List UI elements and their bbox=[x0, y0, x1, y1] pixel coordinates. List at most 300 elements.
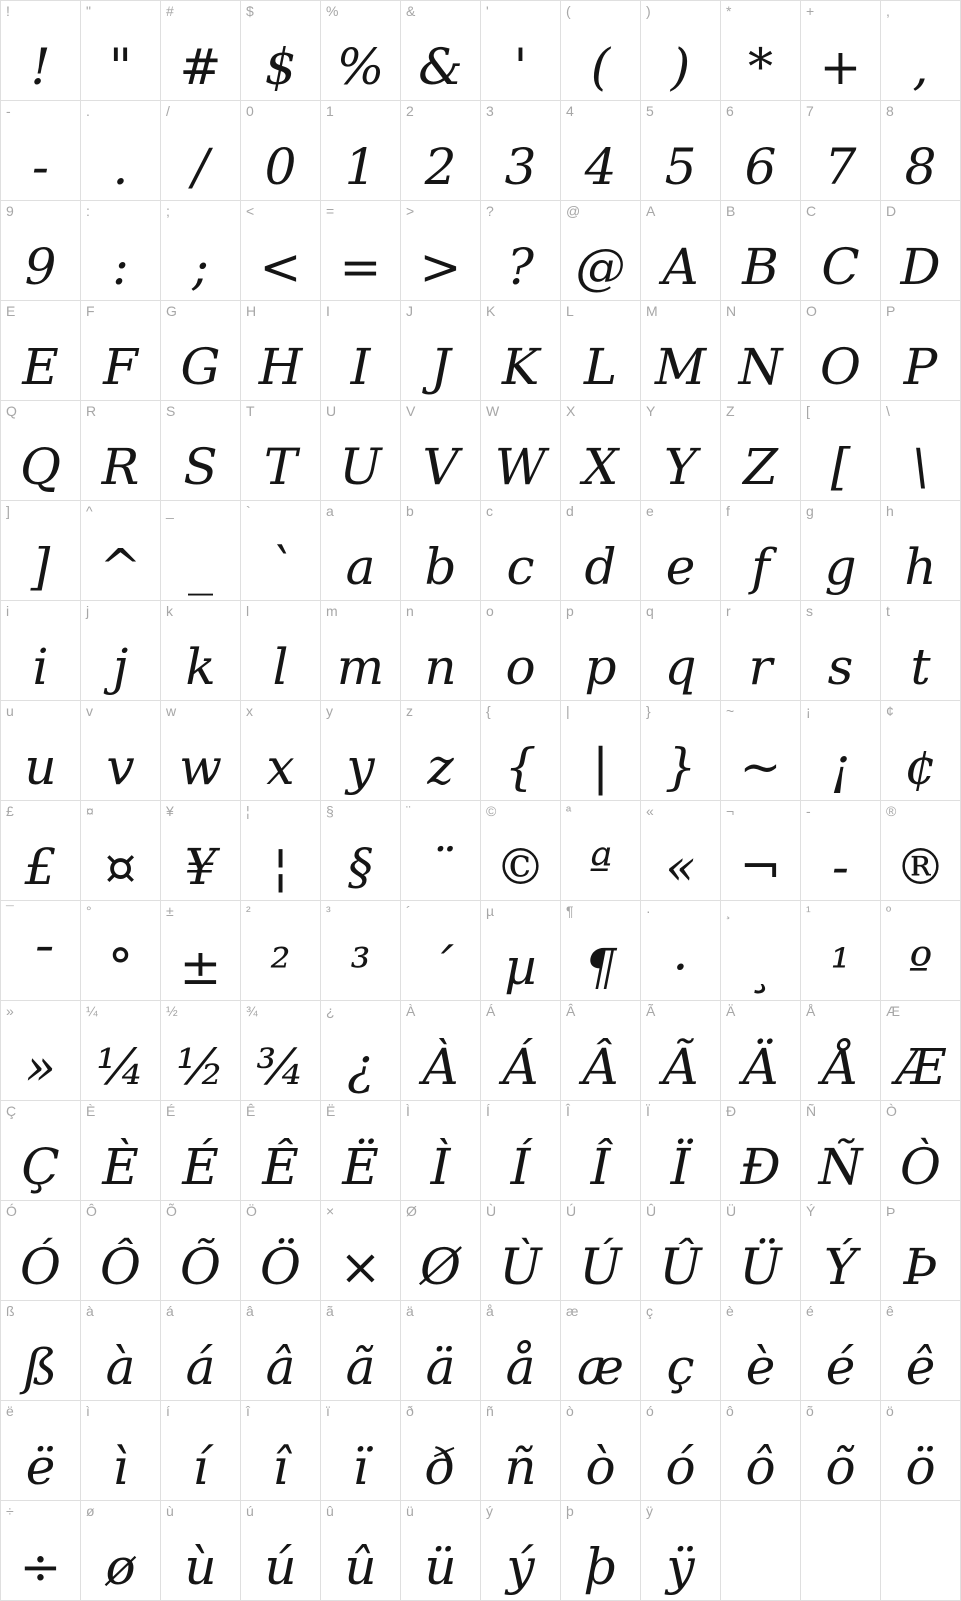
glyph-cell bbox=[641, 501, 721, 601]
character-code-label: « bbox=[646, 803, 654, 819]
character-code-label: l bbox=[246, 603, 250, 619]
glyph-cell bbox=[561, 901, 641, 1001]
character-glyph-preview: ñ bbox=[504, 1438, 537, 1496]
glyph-cell bbox=[641, 701, 721, 801]
character-code-label: & bbox=[406, 3, 416, 19]
character-code-label: ý bbox=[486, 1503, 493, 1519]
glyph-cell bbox=[401, 1401, 481, 1501]
glyph-cell bbox=[481, 1501, 561, 1601]
character-glyph-preview: o bbox=[505, 638, 536, 696]
character-code-label: E bbox=[6, 303, 16, 319]
character-glyph-preview: ý bbox=[506, 1538, 535, 1596]
character-glyph-preview: Ñ bbox=[818, 1138, 863, 1196]
character-code-label: Í bbox=[486, 1103, 490, 1119]
character-code-label: Ë bbox=[326, 1103, 336, 1119]
character-glyph-preview: t bbox=[910, 638, 931, 696]
character-code-label: - bbox=[6, 103, 11, 119]
character-code-label: À bbox=[406, 1003, 416, 1019]
glyph-cell bbox=[801, 201, 881, 301]
character-code-label: e bbox=[646, 503, 654, 519]
glyph-cell bbox=[561, 101, 641, 201]
character-glyph-preview: É bbox=[182, 1138, 219, 1196]
character-code-label: Ô bbox=[86, 1203, 97, 1219]
character-code-label: ! bbox=[6, 3, 10, 19]
glyph-cell bbox=[801, 401, 881, 501]
character-glyph-preview: ¯ bbox=[28, 938, 53, 996]
character-glyph-preview: ¼ bbox=[96, 1038, 145, 1096]
character-code-label: [ bbox=[806, 403, 810, 419]
character-code-label: æ bbox=[566, 1303, 579, 1319]
character-glyph-preview: Â bbox=[582, 1038, 619, 1096]
character-code-label: u bbox=[6, 703, 14, 719]
character-code-label: 7 bbox=[806, 103, 814, 119]
character-code-label: ¾ bbox=[246, 1003, 258, 1019]
glyph-cell bbox=[721, 801, 801, 901]
character-code-label: Ð bbox=[726, 1103, 737, 1119]
glyph-cell bbox=[161, 201, 241, 301]
character-glyph-preview: ü bbox=[424, 1538, 457, 1596]
character-glyph-preview: û bbox=[344, 1538, 377, 1596]
character-code-label: 1 bbox=[326, 103, 334, 119]
character-code-label: H bbox=[246, 303, 257, 319]
character-code-label: S bbox=[166, 403, 176, 419]
character-code-label: Z bbox=[726, 403, 735, 419]
character-glyph-preview: h bbox=[904, 538, 937, 596]
character-glyph-preview: ^ bbox=[99, 538, 142, 596]
glyph-cell bbox=[801, 1001, 881, 1101]
character-code-label: V bbox=[406, 403, 416, 419]
character-code-label: $ bbox=[246, 3, 254, 19]
glyph-cell bbox=[81, 1, 161, 101]
glyph-cell bbox=[881, 1001, 961, 1101]
glyph-cell bbox=[561, 301, 641, 401]
character-glyph-preview: Í bbox=[510, 1138, 531, 1196]
character-code-label: Ò bbox=[886, 1103, 897, 1119]
character-code-label: @ bbox=[566, 203, 581, 219]
character-glyph-preview: ` bbox=[268, 538, 293, 596]
glyph-cell bbox=[801, 1501, 881, 1601]
glyph-cell bbox=[241, 201, 321, 301]
character-glyph-preview: u bbox=[24, 738, 57, 796]
character-glyph-preview: ç bbox=[666, 1338, 695, 1396]
character-glyph-preview: Ø bbox=[420, 1238, 461, 1296]
character-code-label: ï bbox=[326, 1403, 330, 1419]
glyph-cell bbox=[481, 601, 561, 701]
glyph-cell bbox=[321, 1401, 401, 1501]
character-code-label: i bbox=[6, 603, 10, 619]
character-glyph-preview: W bbox=[494, 438, 547, 496]
character-glyph-preview: ® bbox=[895, 838, 946, 896]
glyph-cell bbox=[161, 601, 241, 701]
character-glyph-preview: H bbox=[258, 338, 303, 396]
character-code-label: : bbox=[86, 203, 90, 219]
character-code-label: Â bbox=[566, 1003, 576, 1019]
character-glyph-preview: ! bbox=[30, 38, 51, 96]
character-glyph-preview: ï bbox=[352, 1438, 369, 1496]
glyph-cell bbox=[1, 901, 81, 1001]
glyph-cell bbox=[801, 1401, 881, 1501]
glyph-cell bbox=[321, 1301, 401, 1401]
character-glyph-preview: x bbox=[266, 738, 295, 796]
character-glyph-preview: º bbox=[908, 938, 933, 996]
character-glyph-preview: è bbox=[745, 1338, 776, 1396]
character-code-label: L bbox=[566, 303, 574, 319]
glyph-cell bbox=[321, 301, 401, 401]
character-glyph-preview: ¨ bbox=[428, 838, 453, 896]
character-glyph-preview: - bbox=[832, 838, 849, 896]
glyph-cell bbox=[401, 1501, 481, 1601]
character-glyph-preview: = bbox=[339, 238, 382, 296]
character-code-label: Ê bbox=[246, 1103, 256, 1119]
character-code-label: . bbox=[86, 103, 90, 119]
character-code-label: b bbox=[406, 503, 414, 519]
character-glyph-preview: + bbox=[819, 38, 862, 96]
character-glyph-preview: j bbox=[112, 638, 129, 696]
glyph-cell bbox=[1, 201, 81, 301]
character-glyph-preview: ± bbox=[179, 938, 222, 996]
character-code-label: Ù bbox=[486, 1203, 497, 1219]
character-glyph-preview: s bbox=[827, 638, 854, 696]
character-glyph-preview: v bbox=[106, 738, 135, 796]
character-code-label: ( bbox=[566, 3, 571, 19]
character-glyph-preview: F bbox=[103, 338, 138, 396]
character-code-label: þ bbox=[566, 1503, 574, 1519]
character-code-label: ú bbox=[246, 1503, 254, 1519]
character-code-label: ¦ bbox=[246, 803, 250, 819]
character-code-label: ¿ bbox=[326, 1003, 335, 1019]
character-glyph-preview: ¢ bbox=[904, 738, 937, 796]
character-code-label: = bbox=[326, 203, 335, 219]
character-code-label: ± bbox=[166, 903, 174, 919]
glyph-cell bbox=[561, 1001, 641, 1101]
glyph-cell bbox=[801, 701, 881, 801]
character-glyph-preview: ù bbox=[184, 1538, 217, 1596]
character-glyph-preview: ¾ bbox=[256, 1038, 305, 1096]
character-glyph-preview: á bbox=[185, 1338, 216, 1396]
glyph-cell bbox=[881, 401, 961, 501]
character-glyph-preview: _ bbox=[188, 538, 213, 596]
character-glyph-preview: r bbox=[748, 638, 773, 696]
glyph-cell bbox=[481, 1001, 561, 1101]
glyph-cell bbox=[81, 501, 161, 601]
character-code-label: © bbox=[486, 803, 497, 819]
character-code-label: è bbox=[726, 1303, 734, 1319]
character-glyph-preview: ä bbox=[425, 1338, 456, 1396]
glyph-cell bbox=[481, 1301, 561, 1401]
glyph-cell bbox=[241, 901, 321, 1001]
character-glyph-preview: Á bbox=[502, 1038, 539, 1096]
character-glyph-preview: & bbox=[418, 38, 463, 96]
character-glyph-preview: : bbox=[112, 238, 129, 296]
glyph-cell bbox=[801, 101, 881, 201]
glyph-cell bbox=[641, 801, 721, 901]
character-code-label: 8 bbox=[886, 103, 894, 119]
glyph-cell bbox=[481, 501, 561, 601]
character-glyph-preview: ¿ bbox=[347, 1038, 374, 1096]
character-code-label: 2 bbox=[406, 103, 414, 119]
glyph-cell bbox=[801, 601, 881, 701]
character-code-label: Ý bbox=[806, 1203, 816, 1219]
glyph-cell bbox=[241, 501, 321, 601]
glyph-cell bbox=[561, 1401, 641, 1501]
glyph-cell bbox=[161, 1101, 241, 1201]
glyph-cell bbox=[81, 1401, 161, 1501]
glyph-cell bbox=[81, 1001, 161, 1101]
character-glyph-preview: i bbox=[32, 638, 49, 696]
character-code-label: Ñ bbox=[806, 1103, 817, 1119]
character-code-label: ] bbox=[6, 503, 10, 519]
character-glyph-preview: J bbox=[430, 338, 451, 396]
glyph-cell bbox=[241, 1301, 321, 1401]
character-code-label: · bbox=[646, 903, 651, 919]
glyph-cell bbox=[241, 1401, 321, 1501]
character-glyph-preview: ¬ bbox=[739, 838, 782, 896]
character-code-label: ¥ bbox=[166, 803, 174, 819]
character-glyph-preview: Y bbox=[663, 438, 697, 496]
glyph-cell bbox=[881, 1201, 961, 1301]
glyph-cell bbox=[561, 801, 641, 901]
glyph-cell bbox=[481, 1201, 561, 1301]
glyph-cell bbox=[321, 1201, 401, 1301]
character-glyph-preview: ó bbox=[665, 1438, 696, 1496]
character-glyph-preview: ; bbox=[192, 238, 209, 296]
character-code-label: ç bbox=[646, 1303, 653, 1319]
glyph-cell bbox=[161, 1, 241, 101]
character-glyph-preview: l bbox=[272, 638, 289, 696]
character-glyph-preview: © bbox=[495, 838, 546, 896]
character-glyph-preview: e bbox=[665, 538, 696, 596]
glyph-cell bbox=[481, 1, 561, 101]
glyph-cell bbox=[801, 901, 881, 1001]
character-code-label: y bbox=[326, 703, 333, 719]
character-code-label: Ä bbox=[726, 1003, 736, 1019]
character-glyph-preview: " bbox=[109, 38, 132, 96]
character-code-label: ? bbox=[486, 203, 494, 219]
character-code-label: 6 bbox=[726, 103, 734, 119]
glyph-cell bbox=[1, 1101, 81, 1201]
character-glyph-preview: C bbox=[821, 238, 860, 296]
glyph-cell bbox=[481, 1401, 561, 1501]
character-code-label: 9 bbox=[6, 203, 14, 219]
character-code-label: ¶ bbox=[566, 903, 574, 919]
character-code-label: o bbox=[486, 603, 494, 619]
glyph-cell bbox=[1, 401, 81, 501]
glyph-cell bbox=[161, 1501, 241, 1601]
glyph-cell bbox=[401, 801, 481, 901]
character-glyph-preview: ² bbox=[270, 938, 291, 996]
character-code-label: û bbox=[326, 1503, 334, 1519]
character-code-label: , bbox=[886, 3, 890, 19]
glyph-cell bbox=[881, 1501, 961, 1601]
glyph-cell bbox=[641, 1101, 721, 1201]
character-code-label: Æ bbox=[886, 1003, 900, 1019]
character-code-label: ® bbox=[886, 803, 897, 819]
glyph-cell bbox=[801, 1301, 881, 1401]
character-glyph-preview: @ bbox=[575, 238, 626, 296]
glyph-cell bbox=[881, 201, 961, 301]
glyph-cell bbox=[641, 1, 721, 101]
character-code-label: p bbox=[566, 603, 574, 619]
character-glyph-preview: b bbox=[424, 538, 457, 596]
character-glyph-preview: 0 bbox=[264, 138, 297, 196]
glyph-cell bbox=[721, 101, 801, 201]
glyph-cell bbox=[641, 401, 721, 501]
glyph-cell bbox=[161, 1201, 241, 1301]
glyph-cell bbox=[321, 601, 401, 701]
glyph-cell bbox=[401, 101, 481, 201]
glyph-cell bbox=[881, 301, 961, 401]
character-code-label: G bbox=[166, 303, 177, 319]
glyph-cell bbox=[561, 201, 641, 301]
glyph-cell bbox=[241, 301, 321, 401]
glyph-cell bbox=[1, 701, 81, 801]
character-code-label: } bbox=[646, 703, 651, 719]
character-glyph-preview: q bbox=[664, 638, 697, 696]
character-code-label: f bbox=[726, 503, 730, 519]
character-code-label: F bbox=[86, 303, 95, 319]
glyph-cell bbox=[321, 701, 401, 801]
glyph-cell bbox=[721, 1501, 801, 1601]
character-code-label: P bbox=[886, 303, 896, 319]
character-code-label: g bbox=[806, 503, 814, 519]
character-code-label: t bbox=[886, 603, 890, 619]
character-glyph-preview: Ü bbox=[739, 1238, 782, 1296]
character-glyph-preview: ¸ bbox=[748, 938, 773, 996]
glyph-cell bbox=[1, 1301, 81, 1401]
character-glyph-preview: Ò bbox=[900, 1138, 941, 1196]
glyph-cell bbox=[81, 1101, 161, 1201]
glyph-cell bbox=[81, 901, 161, 1001]
character-code-label: ¨ bbox=[406, 803, 411, 819]
character-code-label: ô bbox=[726, 1403, 734, 1419]
character-glyph-preview: R bbox=[101, 438, 140, 496]
character-glyph-preview: S bbox=[183, 438, 218, 496]
glyph-cell bbox=[641, 301, 721, 401]
character-code-label: Y bbox=[646, 403, 656, 419]
character-code-label: w bbox=[166, 703, 177, 719]
glyph-cell bbox=[81, 1201, 161, 1301]
character-glyph-preview: Ù bbox=[499, 1238, 542, 1296]
character-code-label: Ü bbox=[726, 1203, 737, 1219]
glyph-cell bbox=[401, 1201, 481, 1301]
glyph-cell bbox=[881, 901, 961, 1001]
character-glyph-preview: ~ bbox=[739, 738, 782, 796]
character-glyph-preview: ¡ bbox=[830, 738, 851, 796]
character-glyph-preview: £ bbox=[24, 838, 57, 896]
character-glyph-preview: ( bbox=[590, 38, 611, 96]
character-code-label: r bbox=[726, 603, 731, 619]
glyph-cell bbox=[1, 301, 81, 401]
character-code-label: ø bbox=[86, 1503, 95, 1519]
glyph-cell bbox=[721, 1101, 801, 1201]
character-glyph-preview: ã bbox=[345, 1338, 376, 1396]
character-glyph-preview: # bbox=[179, 38, 222, 96]
glyph-cell bbox=[321, 1501, 401, 1601]
glyph-cell bbox=[801, 1201, 881, 1301]
character-code-label: ê bbox=[886, 1303, 894, 1319]
glyph-cell bbox=[401, 501, 481, 601]
character-code-label: ¼ bbox=[86, 1003, 98, 1019]
glyph-cell bbox=[321, 1, 401, 101]
character-glyph-preview: æ bbox=[577, 1338, 624, 1396]
character-glyph-preview: ÿ bbox=[666, 1538, 695, 1596]
character-glyph-preview: L bbox=[583, 338, 618, 396]
character-glyph-preview: [ bbox=[830, 438, 851, 496]
glyph-cell bbox=[401, 301, 481, 401]
character-code-label: ; bbox=[166, 203, 170, 219]
character-code-label: T bbox=[246, 403, 255, 419]
glyph-cell bbox=[241, 801, 321, 901]
character-code-label: W bbox=[486, 403, 500, 419]
character-code-label: ¸ bbox=[726, 903, 731, 919]
character-code-label: ó bbox=[646, 1403, 654, 1419]
character-code-label: ¢ bbox=[886, 703, 894, 719]
character-glyph-preview: ú bbox=[264, 1538, 297, 1596]
glyph-cell bbox=[481, 1101, 561, 1201]
character-code-label: ³ bbox=[326, 903, 331, 919]
character-code-label: h bbox=[886, 503, 894, 519]
glyph-cell bbox=[561, 1, 641, 101]
character-glyph-preview: ö bbox=[905, 1438, 936, 1496]
character-glyph-preview: p bbox=[584, 638, 617, 696]
glyph-cell bbox=[161, 1001, 241, 1101]
character-code-label: / bbox=[166, 103, 170, 119]
glyph-cell bbox=[721, 201, 801, 301]
character-code-label: Ó bbox=[6, 1203, 17, 1219]
character-glyph-preview: V bbox=[422, 438, 459, 496]
glyph-cell bbox=[801, 1, 881, 101]
glyph-cell bbox=[81, 1301, 161, 1401]
character-glyph-preview: , bbox=[912, 38, 929, 96]
character-code-label: 3 bbox=[486, 103, 494, 119]
character-code-label: U bbox=[326, 403, 337, 419]
character-glyph-preview: G bbox=[180, 338, 221, 396]
character-code-label: í bbox=[166, 1403, 170, 1419]
character-glyph-preview: â bbox=[265, 1338, 296, 1396]
character-glyph-preview: 6 bbox=[744, 138, 777, 196]
character-code-label: ° bbox=[86, 903, 92, 919]
glyph-cell bbox=[321, 1101, 401, 1201]
glyph-cell bbox=[401, 1, 481, 101]
character-code-label: Û bbox=[646, 1203, 657, 1219]
character-code-label: 4 bbox=[566, 103, 574, 119]
character-glyph-preview: Ô bbox=[100, 1238, 141, 1296]
character-glyph-preview: T bbox=[263, 438, 298, 496]
character-code-label: ¯ bbox=[6, 903, 14, 919]
glyph-cell bbox=[241, 1101, 321, 1201]
glyph-cell bbox=[481, 801, 561, 901]
glyph-cell bbox=[721, 601, 801, 701]
character-glyph-preview: 9 bbox=[24, 238, 57, 296]
glyph-cell bbox=[401, 1301, 481, 1401]
character-code-label: Ú bbox=[566, 1203, 577, 1219]
character-glyph-preview: þ bbox=[584, 1538, 617, 1596]
glyph-cell bbox=[401, 401, 481, 501]
character-code-label: ÿ bbox=[646, 1503, 653, 1519]
glyph-cell bbox=[641, 201, 721, 301]
character-glyph-preview: z bbox=[427, 738, 454, 796]
glyph-cell bbox=[881, 801, 961, 901]
glyph-cell bbox=[721, 1, 801, 101]
character-glyph-preview: d bbox=[584, 538, 617, 596]
character-glyph-preview: Ð bbox=[740, 1138, 781, 1196]
character-glyph-preview: M bbox=[654, 338, 707, 396]
glyph-cell bbox=[721, 901, 801, 1001]
character-glyph-preview: ð bbox=[425, 1438, 456, 1496]
character-code-label: % bbox=[326, 3, 339, 19]
character-glyph-preview: N bbox=[738, 338, 783, 396]
character-code-label: z bbox=[406, 703, 413, 719]
